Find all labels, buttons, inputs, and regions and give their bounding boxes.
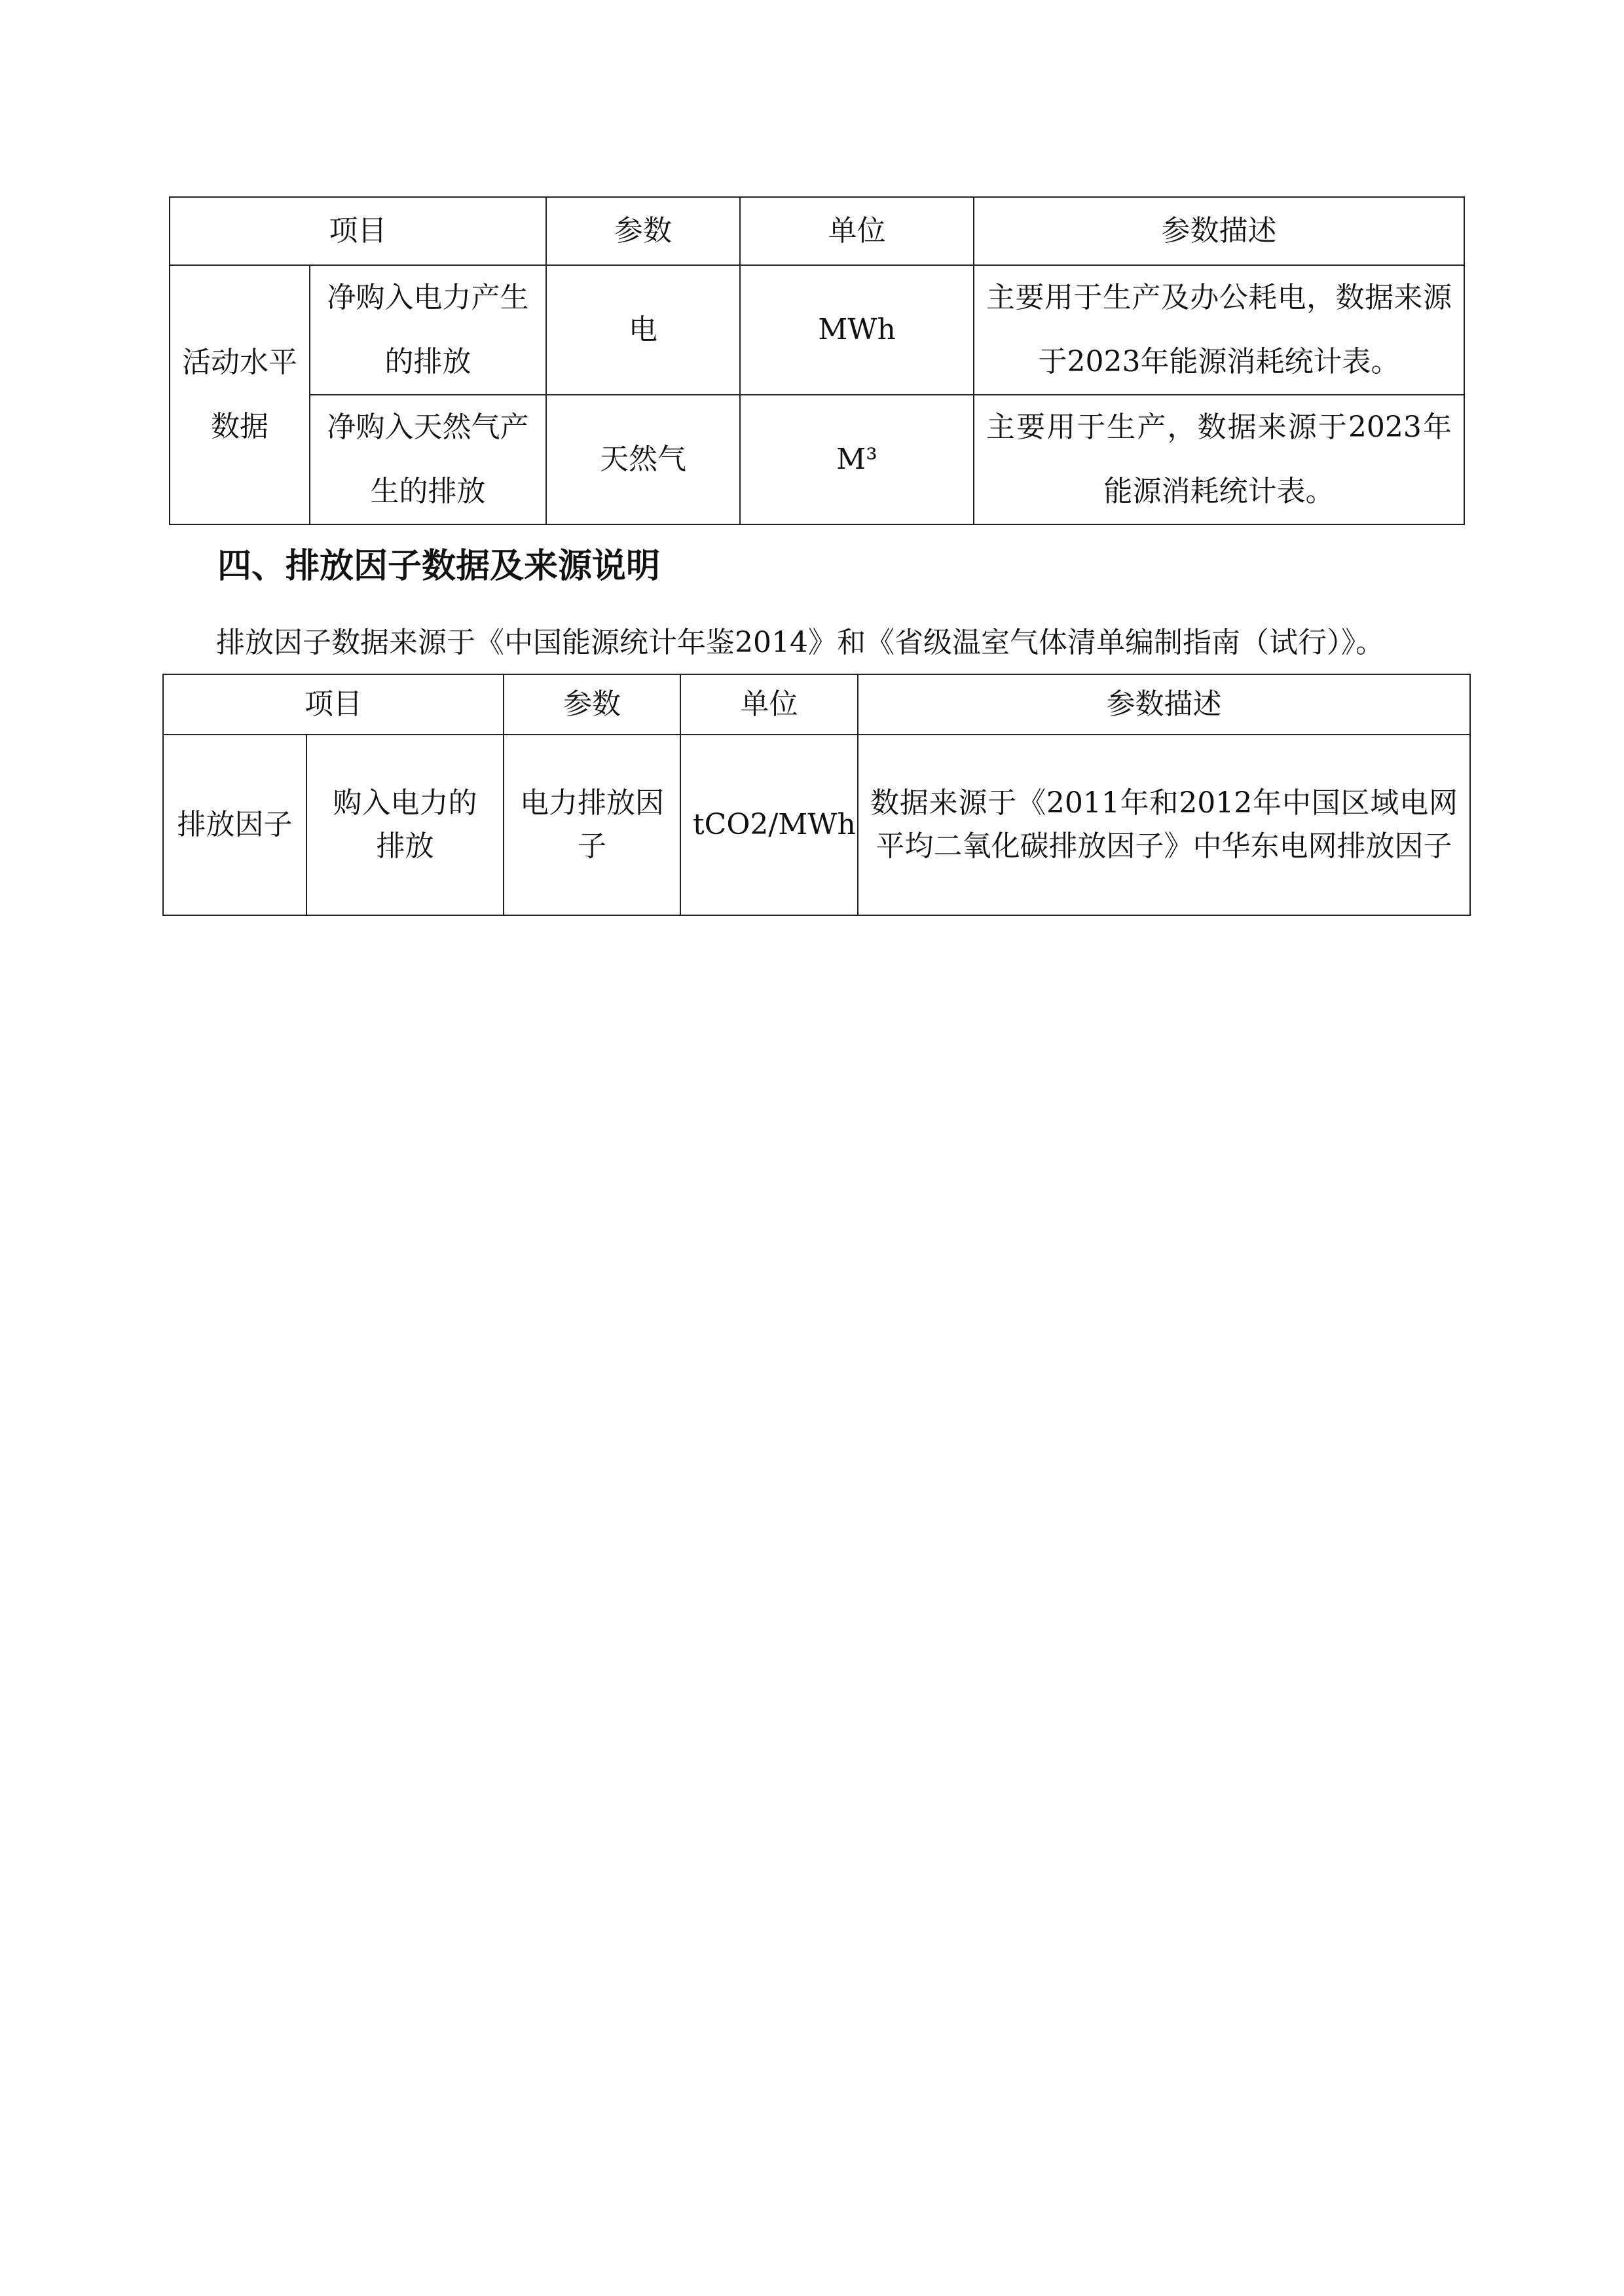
table-header-row: [170, 197, 1464, 265]
unit-cell: MWh: [740, 265, 974, 395]
desc-cell: 主要用于生产，数据来源于2023年能源消耗统计表。: [974, 395, 1464, 524]
section-heading: 四、排放因子数据及来源说明: [217, 547, 661, 586]
desc-cell: 主要用于生产及办公耗电，数据来源于2023年能源消耗统计表。: [974, 265, 1464, 395]
header-param: 参数: [546, 197, 740, 265]
item-cell: 净购入电力产生的排放: [310, 265, 546, 395]
header-item: 项目: [170, 197, 546, 265]
header-unit: 单位: [680, 674, 858, 735]
table-header-row: [163, 674, 1470, 735]
header-param: 参数: [504, 674, 680, 735]
header-item: 项目: [163, 674, 504, 735]
desc-cell: 数据来源于《2011年和2012年中国区域电网平均二氧化碳排放因子》中华东电网排放因子: [858, 735, 1470, 915]
table-row: [170, 265, 1464, 395]
header-desc: 参数描述: [974, 197, 1464, 265]
group-label: 排放因子: [163, 735, 306, 915]
table-row: [163, 735, 1470, 915]
item-cell: 净购入天然气产生的排放: [310, 395, 546, 524]
emission-factor-table: [162, 674, 1471, 916]
header-desc: 参数描述: [858, 674, 1470, 735]
param-cell: 天然气: [546, 395, 740, 524]
activity-data-table: [169, 196, 1465, 525]
unit-cell: tCO2/MWh: [680, 735, 858, 915]
section-paragraph: 排放因子数据来源于《中国能源统计年鉴2014》和《省级温室气体清单编制指南（试行）》。: [216, 626, 1384, 659]
param-cell: 电力排放因子: [504, 735, 680, 915]
item-cell: 购入电力的排放: [306, 735, 504, 915]
param-cell: 电: [546, 265, 740, 395]
group-label: 活动水平数据: [170, 265, 310, 524]
unit-cell: M³: [740, 395, 974, 524]
header-unit: 单位: [740, 197, 974, 265]
table-row: [170, 395, 1464, 524]
